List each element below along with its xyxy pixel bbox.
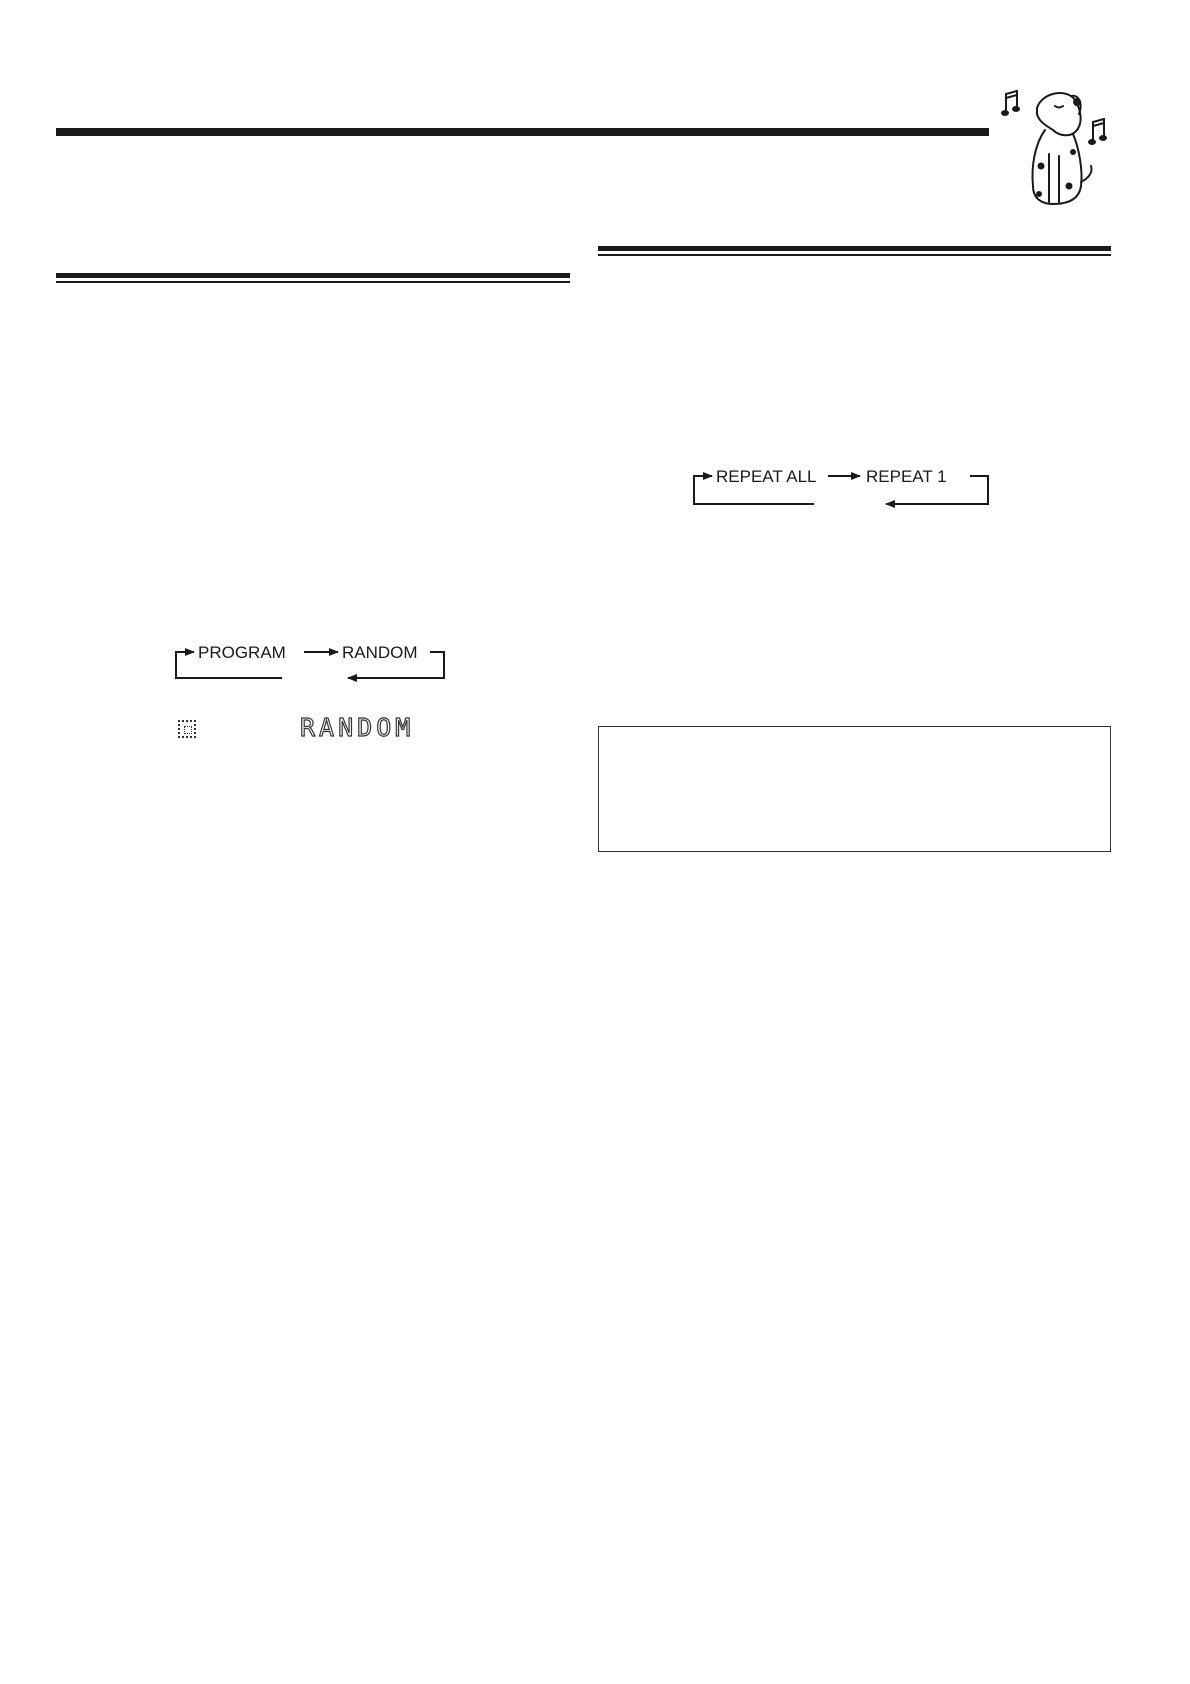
- display-random-text: RANDOM: [300, 713, 415, 742]
- note-box: [598, 726, 1111, 852]
- cycle-label-program: PROGRAM: [198, 643, 286, 662]
- section-rule-random: [56, 273, 570, 283]
- program-random-cycle-diagram: [172, 640, 460, 686]
- section-rule-repeat: [598, 246, 1111, 256]
- header-rule: [56, 128, 989, 136]
- cycle-label-repeat-all: REPEAT ALL: [716, 467, 817, 486]
- dotted-square-icon: [178, 720, 196, 738]
- cycle-label-repeat-1: REPEAT 1: [866, 467, 947, 486]
- dog-with-music-notes-icon: [997, 86, 1115, 210]
- cycle-label-random: RANDOM: [342, 643, 418, 662]
- repeat-cycle-diagram: [690, 464, 1000, 512]
